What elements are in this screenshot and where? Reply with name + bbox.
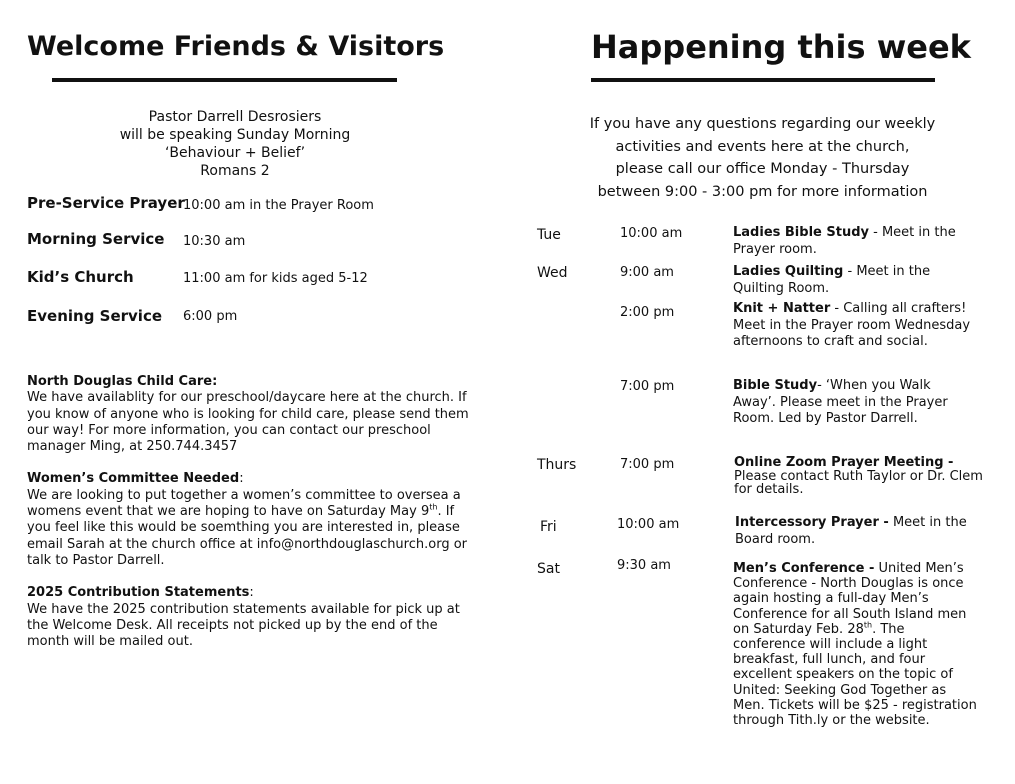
event-title: Intercessory Prayer -: [735, 515, 889, 530]
event-title: Online Zoom Prayer Meeting -: [734, 455, 954, 470]
title-underline: [52, 78, 397, 82]
notice-child-care: [27, 374, 472, 455]
schedule-event: [733, 561, 979, 728]
schedule-event: [733, 264, 981, 297]
service-time: 10:30 am: [183, 234, 246, 249]
event-title: Ladies Quilting: [733, 264, 844, 279]
schedule-time: 9:00 am: [620, 265, 674, 280]
event-description: Meet in the Board room.: [735, 515, 967, 547]
intro-line: activities and events here at the church,: [615, 138, 910, 155]
notice-heading-colon: :: [249, 585, 254, 601]
title-underline: [591, 78, 935, 82]
notice-contribution-statements: [27, 585, 472, 650]
schedule-day: Tue: [537, 227, 561, 243]
schedule-time: 9:30 am: [617, 558, 671, 573]
intro-line: please call our office Monday - Thursday: [615, 161, 910, 177]
schedule-event: [733, 225, 981, 258]
notice-body: We have the 2025 contribution statements available for pick up at the Welcome Desk. All receipts not picked up by the end of the month will be mailed out.: [27, 601, 460, 650]
schedule-time: 10:00 am: [620, 226, 683, 241]
notice-heading: North Douglas Child Care:: [27, 374, 218, 389]
event-description: United Men’s Conference - North Douglas is once again hosting a full-day Men’s Conference for all South Island men on Saturday Feb. 28: [733, 561, 967, 637]
event-description: Please contact Ruth Taylor or Dr. Clem for details.: [734, 468, 983, 497]
event-description: - ‘When you Walk Away’. Please meet in the Prayer Room. Led by Pastor Darrell.: [733, 378, 948, 426]
schedule-event: [733, 378, 963, 428]
notice-heading: 2025 Contribution Statements: [27, 585, 250, 601]
notice-heading-colon: :: [239, 471, 244, 487]
event-description: - Calling all crafters! Meet in the Prayer room Wednesday afternoons to craft and social.: [733, 301, 971, 349]
notice-womens-committee: [27, 471, 472, 569]
schedule-day: Fri: [540, 519, 557, 535]
intro-line: If you have any questions regarding our weekly: [589, 116, 936, 132]
scripture-reference: Romans 2: [200, 163, 270, 179]
pastor-line: Pastor Darrell Desrosiers: [148, 109, 322, 125]
notice-body: . If you feel like this would be soemthing you are interested in, please email Sarah at the church office at info@northdouglaschurch.org or talk to Pastor Darrell.: [27, 504, 468, 568]
ordinal-suffix: th: [429, 502, 438, 512]
event-title: Knit + Natter: [733, 301, 831, 316]
notice-heading: Women’s Committee Needed: [27, 471, 240, 487]
service-name: Morning Service: [27, 230, 165, 248]
schedule-event: [735, 515, 983, 548]
event-title: Bible Study: [733, 378, 818, 393]
event-title: Men’s Conference -: [733, 561, 875, 576]
pastor-announcement: [70, 108, 400, 180]
service-time: 10:00 am in the Prayer Room: [183, 198, 374, 213]
schedule-time: 10:00 am: [617, 517, 680, 532]
service-name: Evening Service: [27, 307, 163, 325]
welcome-title: Welcome Friends & Visitors: [27, 31, 445, 62]
schedule-time: 7:00 pm: [620, 457, 675, 472]
office-contact-intro: [555, 113, 970, 203]
service-name: Pre-Service Prayer: [27, 194, 185, 212]
notices: [27, 374, 472, 666]
schedule-day: Thurs: [537, 457, 577, 473]
service-time: 6:00 pm: [183, 309, 238, 324]
service-name: Kid’s Church: [27, 268, 134, 286]
notice-body: We are looking to put together a women’s committee to oversea a womens event that we are hoping to have on Saturday May 9: [27, 487, 461, 520]
event-description: - Meet in the Quilting Room.: [733, 264, 931, 296]
schedule-day: Sat: [537, 561, 560, 577]
ordinal-suffix: th: [863, 620, 873, 630]
notice-body: We have availablity for our preschool/daycare here at the church. If you know of anyone who is looking for child care, please send them our way! For more information, you can contact our preschool manager Ming, at 250.744.3457: [27, 390, 469, 455]
schedule-event: [734, 456, 986, 497]
service-time: 11:00 am for kids aged 5-12: [183, 271, 368, 286]
schedule-time: 2:00 pm: [620, 305, 675, 320]
happening-title: Happening this week: [591, 28, 971, 66]
intro-line: between 9:00 - 3:00 pm for more information: [597, 183, 928, 200]
event-description: - Meet in the Prayer room.: [733, 225, 956, 257]
event-description: . The conference will include a light breakfast, full lunch, and four excellent speakers on the topic of United: Seeking God Together as Men. Tickets will be $25 - registration through Tith.ly or the website.: [733, 621, 977, 729]
schedule-time: 7:00 pm: [620, 379, 675, 394]
schedule-event: [733, 301, 981, 351]
event-title: Ladies Bible Study: [733, 225, 869, 240]
pastor-line: will be speaking Sunday Morning: [119, 127, 351, 143]
sermon-title: ‘Behaviour + Belief’: [164, 145, 306, 161]
schedule-day: Wed: [537, 265, 568, 281]
